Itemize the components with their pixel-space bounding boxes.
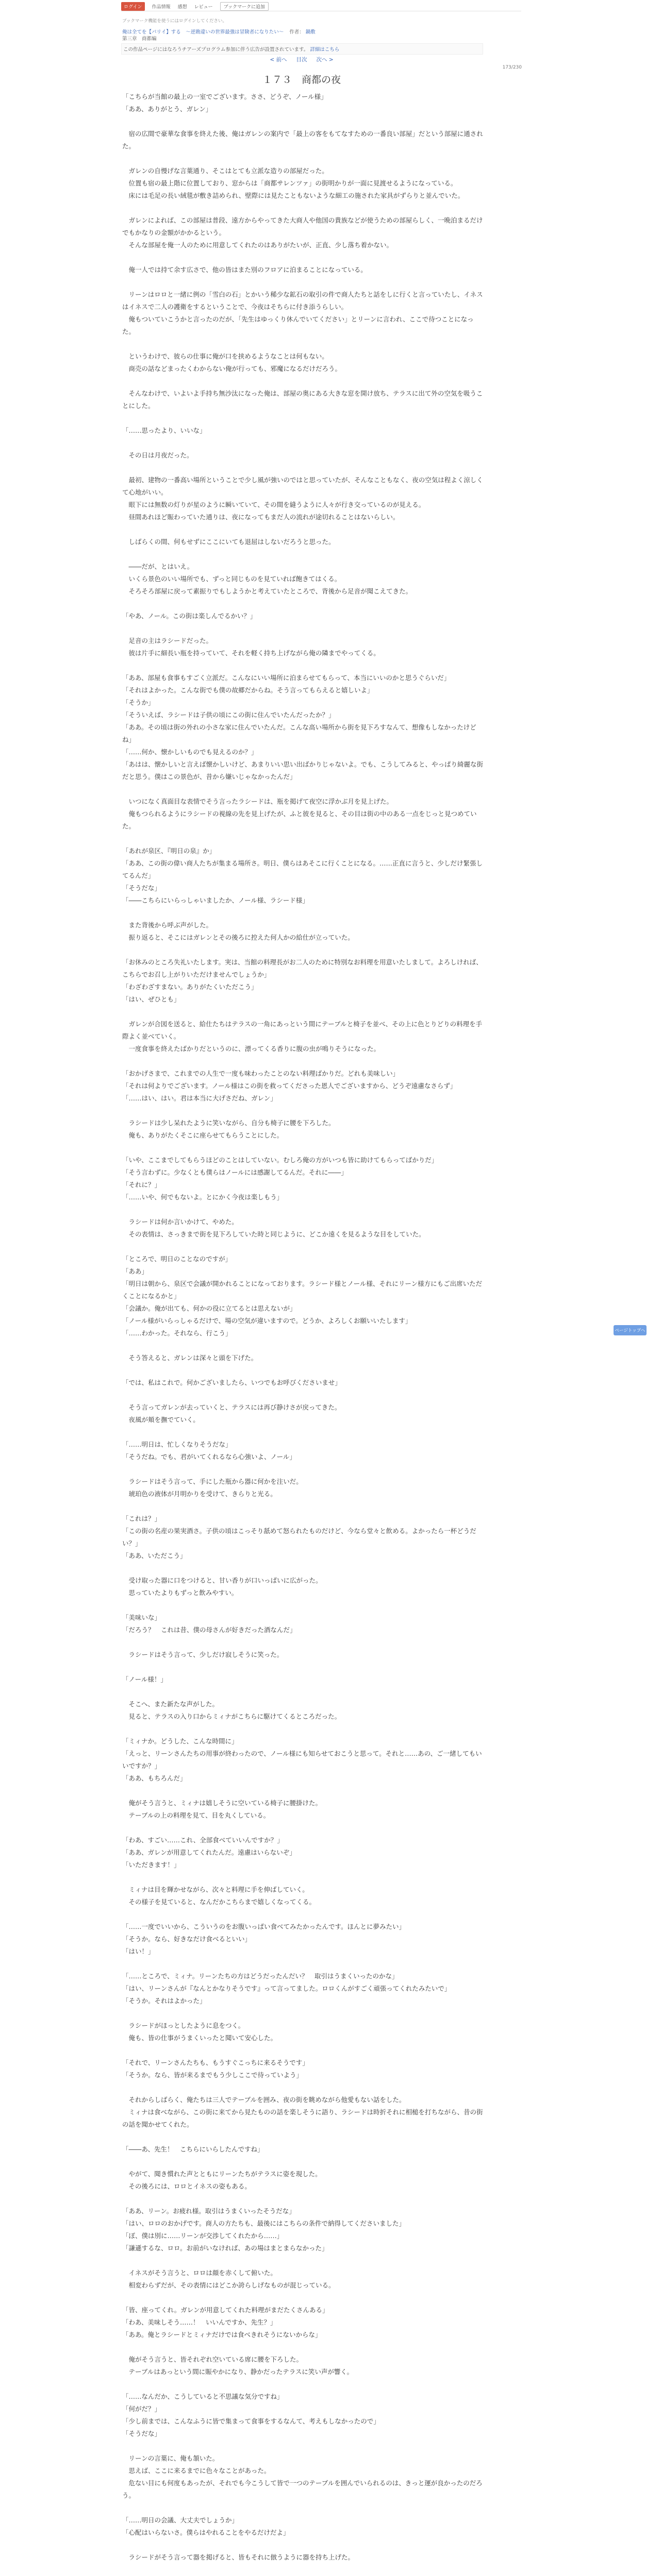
cheers-notice-text: この作品ページにはなろうチアーズプログラム参加に伴う広告が設置されています。 [123,47,309,53]
body-line: 「ああ、リーン。お疲れ様。取引はうまくいったそうだな」 [122,2207,295,2215]
body-line: その様子を見ていると、なんだかこちらまで嬉しくなってくる。 [122,1898,316,1906]
body-line: 「この街の名産の果実酒さ。子供の頃はこっそり舐めて怒られたものだけど、今なら堂々と飲める。よかったら一杯どうだい？」 [122,1527,476,1547]
body-line: ガレンによれば、この部屋は普段、遠方からやってきた大商人や他国の貴族などが使うための部屋らしく、一晩泊まるだけでもかなりの金額がかかるという。 [122,216,483,236]
body-line: 「こちらが当館の最上の一室でございます。ささ、どうぞ、ノール様」 [122,93,327,100]
blank-line [122,1006,483,1018]
body-line: そこへ、また新たな声がした。 [122,1700,219,1708]
blank-line [122,1636,483,1649]
blank-line [122,251,483,264]
body-line: 「わあ、すごい……これ、全部食べていいんですか？」 [122,1836,284,1844]
prev-episode-link[interactable]: < 前へ [270,57,287,63]
blank-line [122,783,483,795]
add-bookmark-button[interactable]: ブックマークに追加 [220,2,269,11]
body-line: そんな部屋を俺一人のために用意してくれたのはありがたいが、正直、少し落ち着かない。 [122,241,393,249]
blank-line [122,1822,483,1834]
body-line: イネスがそう言うと、ロロは顔を赤くして俯いた。 [122,2269,277,2277]
body-line: 振り返ると、そこにはガレンとその後ろに控えた何人かの給仕が立っていた。 [122,934,354,941]
body-line: 一度食事を終えたばかりだというのに、漂ってくる香りに腹の虫が鳴りそうになった。 [122,1045,380,1053]
body-line: ラシードがほっとしたように息をつく。 [122,2022,245,2029]
body-line: その表情は、さっきまで街を見下ろしていた時と同じように、どこか遠くを見るような目をしていた。 [122,1230,425,1238]
blank-line [122,1142,483,1154]
body-line: 「……わかった。それなら、行こう」 [122,1329,232,1337]
blank-line [122,2156,483,2168]
body-line: 「……ところで、ミィナ。リーンたちの方はどうだったんだい？ 取引はうまくいったのかな」 [122,1972,399,1980]
body-line: 「……明日の会議、大丈夫でしょうか」 [122,2516,239,2524]
body-line: 足音の主はラシードだった。 [122,637,213,645]
body-line: 俺一人では持て余す広さで、他の皆はまた別のフロアに泊まることになっている。 [122,266,367,274]
episode-counter: 173/230 [502,65,522,70]
blank-line [122,1500,483,1513]
body-line: 「謙遜するな、ロロ。お前がいなければ、あの場はまとまらなかった」 [122,2244,328,2252]
body-line: 夜風が頬を撫でていく。 [122,1416,200,1423]
body-line: 「そうだな」 [122,2430,161,2437]
blank-line [122,1723,483,1735]
body-line: ラシードがそう言って器を掲げると、皆もそれに倣うように器を持ち上げた。 [122,2553,355,2561]
body-line: 俺も、皆の仕事がうまくいったと聞いて安心した。 [122,2034,277,2042]
body-line: 「やあ、ノール。この街は楽しんでるかい？」 [122,612,257,620]
blank-line [122,548,483,561]
author-link[interactable]: 鍋敷 [305,29,316,35]
blank-line [122,462,483,474]
cheers-program-notice [121,43,483,55]
body-line: 「明日は朝から、泉区で会議が開かれることになっております。ラシード様とノール様、それにリーン様方にもご出席いただくことになるかと」 [122,1280,483,1300]
blank-line [122,2564,483,2576]
body-line: 琥珀色の液体が月明かりを受けて、きらりと光る。 [122,1490,277,1498]
body-line: 俺もついていこうかと言ったのだが、「先生はゆっくり休んでいてください」とリーンに言われ、ここで待つことになった。 [122,315,474,335]
blank-line [122,833,483,845]
nav-novel-info[interactable]: 作品情報 [152,4,171,10]
body-line: 「――あ、先生！ こちらにいらしたんですね」 [122,2145,264,2153]
novel-title-link[interactable]: 俺は全てを【パリイ】する ～逆勘違いの世界最強は冒険者になりたい～ [122,29,284,35]
body-line: 「ああ、部屋も食事もすごく立派だ。こんなにいい場所に泊まらせてもらって、本当にいいのかと思うぐらいだ」 [122,674,451,682]
blank-line [122,659,483,672]
body-line: 「皆、座ってくれ。ガレンが用意してくれた料理がまだたくさんある」 [122,2306,329,2314]
cheers-details-link[interactable]: 詳細はこちら [310,47,340,53]
body-line: 「ああ、ありがとう、ガレン」 [122,105,212,113]
body-line: そんなわけで、いよいよ手持ち無沙汰になった俺は、部屋の奥にある大きな窓を開け放ち、テラスに出て外の空気を吸うことにした。 [122,389,483,410]
body-line: ラシードは少し呆れたように笑いながら、自分も椅子に腰を下ろした。 [122,1119,335,1127]
body-line: 「ああ、ガレンが用意してくれたんだ。遠慮はいらないぞ」 [122,1849,296,1856]
body-line: 「……明日は、忙しくなりそうだな」 [122,1440,232,1448]
body-line: テーブルはあっという間に賑やかになり、静かだったテラスに笑い声が響く。 [122,2368,354,2376]
blank-line [122,2081,483,2094]
body-line: 「そうだな」 [122,884,161,892]
blank-line [122,2255,483,2267]
body-line: 「ああ。その頃は街の外れの小さな家に住んでいたんだ。こんな高い場所から街を見下ろすなんて、想像もしなかったけどね」 [122,723,476,743]
blank-line [122,437,483,449]
blank-line [122,2440,483,2452]
body-line: そろそろ部屋に戻って素振りでもしようかと考えていたところで、背後から足音が聞こえてきた。 [122,587,412,595]
table-of-contents-link[interactable]: 目次 [296,57,307,63]
body-line: 「……はい、はい。君は本当に大げさだね、ガレン」 [122,1094,277,1102]
blank-line [122,202,483,214]
body-line: ラシードはそう言って、少しだけ寂しそうに笑った。 [122,1651,284,1658]
episode-body [122,91,483,2576]
body-line: 「……思ったより、いいな」 [122,427,206,434]
body-line: 危ない目にも何度もあったが、それでも今こうして皆で一つのテーブルを囲んでいられるのは、きっと運が良かったのだろう。 [122,2479,483,2499]
body-line: 「あれが泉区、『明日の泉』か」 [122,847,216,855]
body-line: 「それはよかった。こんな街でも僕の故郷だからね。そう言ってもらえると嬉しいよ」 [122,686,374,694]
blank-line [122,2007,483,2020]
blank-line [122,1908,483,1921]
body-line: 受け取った器に口をつけると、甘い香りが口いっぱいに広がった。 [122,1577,322,1584]
blank-line [122,598,483,610]
blank-line [122,944,483,956]
blank-line [122,1204,483,1216]
blank-line [122,1389,483,1401]
next-episode-link[interactable]: 次へ > [316,57,334,63]
body-line: 「ああ」 [122,1267,148,1275]
body-line: 「わざわざすまない。ありがたくいただこう」 [122,983,258,991]
body-line: しばらくの間、何もせずにここにいても退屈はしないだろうと思った。 [122,538,335,546]
body-line: 相変わらずだが、その表情にはどこか誇らしげなものが混じっている。 [122,2281,335,2289]
page-top-button[interactable]: ページトップへ [614,1325,647,1335]
body-line: 「はい！」 [122,1947,155,1955]
body-line: 「……一度でいいから、こういうのをお腹いっぱい食べてみたかったんです。ほんとに夢みたい」 [122,1923,406,1930]
body-line: 「だろう？ これは昔、僕の母さんが好きだった酒なんだ」 [122,1626,296,1634]
blank-line [122,1340,483,1352]
body-line: 「……いや、何でもないよ。とにかく今夜は楽しもう」 [122,1193,284,1201]
body-line: 「ノール様がいらっしゃるだけで、場の空気が違いますので。どうか、よろしくお願いいたします」 [122,1317,412,1325]
body-line: やがて、聞き慣れた声とともにリーンたちがテラスに姿を現した。 [122,2170,322,2178]
body-line: 「あはは、懐かしいと言えば懐かしいけど、あまりいい思い出ばかりじゃないよ。でも、こうしてみると、やっぱり綺麗な街だと思う。僕はこの景色が、昔から嫌いじゃなかったんだ」 [122,760,484,781]
body-line: リーンの言葉に、俺も頷いた。 [122,2454,219,2462]
body-line: その後ろには、ロロとイネスの姿もある。 [122,2182,251,2190]
body-line: 「――こちらにいらっしゃいましたか、ノール様、ラシード様」 [122,896,309,904]
body-line: 「そうだね。でも、君がいてくれるなら心強いよ、ノール」 [122,1453,296,1461]
body-line: また背後から呼ぶ声がした。 [122,921,213,929]
body-line: 「会議か。俺が出ても、何かの役に立てるとは思えないが」 [122,1304,296,1312]
blank-line [122,2193,483,2205]
body-line: 「そうか。なら、好きなだけ食べるといい」 [122,1935,252,1943]
body-line: 俺がそう言うと、ミィナは嬉しそうに空いている椅子に腰掛けた。 [122,1799,322,1807]
body-line: 俺もつられるようにラシードの視線の先を見上げたが、ふと彼を見ると、その目は街の中のある一点をじっと見つめていた。 [122,810,477,830]
blank-line [122,1686,483,1698]
body-line: 「それは何よりでございます。ノール様はこの街を救ってくださった恩人でございますから、どうぞ遠慮なさらず」 [122,1082,457,1090]
body-line: 「ああ、いただこう」 [122,1552,187,1560]
blank-line [122,2292,483,2304]
body-line: ガレンが合図を送ると、給仕たちはテラスの一角にあっという間にテーブルと椅子を並べ、その上に色とりどりの料理を手際よく並べていく。 [122,1020,483,1040]
body-line: 宿の広間で豪華な食事を終えた後、俺はガレンの案内で「最上の客をもてなすための一番良い部屋」だという部屋に通された。 [122,130,483,150]
body-line: ミィナは目を輝かせながら、次々と料理に手を伸ばしていく。 [122,1886,309,1893]
body-line: 見ると、テラスの入り口からミィナがこちらに駆けてくるところだった。 [122,1713,341,1720]
blank-line [122,412,483,425]
body-line: 彼は片手に細長い瓶を持っていて、それを軽く持ち上げながら俺の隣までやってくる。 [122,649,380,657]
nav-reviews[interactable]: レビュー [194,4,213,10]
blank-line [122,1105,483,1117]
body-line: 「それで、リーンさんたちも、もうすぐこっちに来るそうです」 [122,2059,309,2066]
body-line: いつになく真面目な表情でそう言ったラシードは、瓶を掲げて夜空に浮かぶ月を見上げた。 [122,798,393,805]
blank-line [122,2044,483,2057]
body-line: ガレンの自慢げな言葉通り、そこはとても立派な造りの部屋だった。 [122,167,328,175]
blank-line [122,1241,483,1253]
novel-title-line [122,28,316,35]
episode-pager [121,56,482,63]
body-line: 俺がそう言うと、皆それぞれ空いている席に腰を下ろした。 [122,2355,303,2363]
blank-line [122,907,483,919]
blank-line [122,1426,483,1438]
body-line: 眼下には無数の灯りが星のように瞬いていて、その間を縫うように人々が行き交っているのが見える。 [122,501,425,509]
body-line: というわけで、彼らの仕事に俺が口を挟めるようなことは何もない。 [122,352,328,360]
body-line: 「ミィナか。どうした、こんな時間に」 [122,1737,238,1745]
body-line: 「いや、ここまでしてもらうほどのことはしていない。むしろ俺の方がいつも皆に助けてもらってばかりだ」 [122,1156,438,1164]
body-line: 「お休みのところ失礼いたします。実は、当館の料理長がお二人のために特別なお料理を用意いたしまして。よろしければ、こちらでお召し上がりいただけませんでしょうか」 [122,958,483,978]
blank-line [122,152,483,165]
blank-line [122,1785,483,1797]
blank-line [122,2131,483,2143]
body-line: 「はい、リーンさんが『なんとかなりそうです』って言ってました。ロロくんがすごく頑張ってくれたみたいで」 [122,1985,451,1992]
body-line: 「おかげさまで、これまでの人生で一度も味わったことのない料理ばかりだ。どれも美味しい」 [122,1070,400,1077]
body-line: 思えば、ここに来るまでに色々なことがあった。 [122,2467,271,2475]
body-line: いくら景色のいい場所でも、ずっと同じものを見ていれば飽きてはくる。 [122,575,341,583]
body-line: 最初、建物の一番高い場所ということで少し風が強いのではと思っていたが、そんなこともなく、夜の空気は程よく涼しくて心地がいい。 [122,476,483,496]
body-line: 俺も、ありがたくそこに座らせてもらうことにした。 [122,1131,284,1139]
nav-impressions[interactable]: 感想 [177,4,187,10]
body-line: 「それに？」 [122,1181,161,1189]
blank-line [122,1871,483,1884]
body-line: それからしばらく、俺たちは三人でテーブルを囲み、夜の街を眺めながら他愛もない話をした。 [122,2096,406,2104]
body-line: 「そういえば、ラシードは子供の頃にこの街に住んでいたんだったか？」 [122,711,335,719]
body-line: 「少し前までは、こんなふうに皆で集まって食事をするなんて、考えもしなかったので」 [122,2417,380,2425]
body-line: テーブルの上の料理を見て、目を丸くしている。 [122,1811,270,1819]
body-line: 「そうか。なら、皆が来るまでもう少しここで待っていよう」 [122,2071,303,2079]
login-button[interactable]: ログイン [121,2,145,11]
episode-title: １７３ 商都の夜 [262,74,341,86]
body-line: ミィナは食べながら、この街に来てから見たものの話を楽しそうに語り、ラシードは時折それに相槌を打ちながら、昔の街の話を聞かせてくれた。 [122,2108,483,2128]
bookmark-login-notice: ブックマーク機能を使うにはログインしてください。 [122,19,227,24]
body-line: 「ノール様！」 [122,1675,167,1683]
body-line: 「何がだ？」 [122,2405,161,2413]
body-line: 「ああ、この街の偉い商人たちが集まる場所さ。明日、僕らはあそこに行くことになる。……正直に言うと、少しだけ緊張してるんだ」 [122,859,483,879]
body-line: 「心配はいらないさ。僕らはやれることをやるだけだよ」 [122,2529,290,2536]
body-line: 「そう言わずに。少なくとも僕らはノールには感謝してるんだ。それに――」 [122,1168,347,1176]
blank-line [122,622,483,635]
body-line: リーンはロロと一緒に例の「雪白の石」とかいう稀少な鉱石の取引の件で商人たちと話をしに行くと言っていたし、イネスはイネスで二人の護衛をするということで、今夜はそちらに付き添うらしい。 [122,291,483,311]
blank-line [122,1055,483,1067]
blank-line [122,375,483,387]
body-line: 「はい、ぜひとも」 [122,995,180,1003]
body-line: その日は月夜だった。 [122,451,193,459]
blank-line [122,276,483,289]
body-line: ラシードはそう言って、手にした瓶から器に何かを注いだ。 [122,1478,303,1485]
blank-line [122,2378,483,2391]
author-label: 作者： [289,29,304,35]
body-line: そう答えると、ガレンは深々と頭を下げた。 [122,1354,258,1362]
body-line: 思っていたよりもずっと飲みやすい。 [122,1589,238,1597]
blank-line [122,1463,483,1476]
body-line: 「ところで、明日のことなのですが」 [122,1255,232,1263]
body-line: 「そうか。それはよかった」 [122,1997,206,2005]
blank-line [122,2539,483,2551]
blank-line [122,2502,483,2514]
chapter-title: 第三章 商都編 [122,36,157,42]
body-line: 「そうか」 [122,699,155,706]
body-line: ――だが、とはいえ。 [122,563,194,570]
body-line: 昼間あれほど賑わっていた通りは、夜になってもまだ人の流れが途切れることはないらしい。 [122,513,400,521]
body-line: 「……なんだか、こうしていると不思議な気分ですね」 [122,2393,284,2400]
body-line: 「いただきます！」 [122,1861,180,1869]
blank-line [122,115,483,128]
body-line: 「……何か、懐かしいものでも見えるのか？」 [122,748,258,756]
blank-line [122,2341,483,2353]
blank-line [122,1958,483,1970]
body-line: 「はい、ロロのおかげです。商人の方たちも、最後にはこちらの条件で納得してくださいました」 [122,2219,406,2227]
body-line: 「では、私はこれで。何かございましたら、いつでもお呼びくださいませ」 [122,1379,341,1386]
blank-line [122,1661,483,1673]
blank-line [122,1599,483,1612]
body-line: 「これは？」 [122,1515,161,1522]
body-line: 「ああ、もちろんだ」 [122,1774,187,1782]
body-line: 「美味いな」 [122,1614,161,1621]
body-line: 位置も宿の最上階に位置しており、窓からは「商都サレンツァ」の街明かりが一面に見渡せるようになっている。 [122,179,457,187]
body-line: 商売の話などまったくわからない俺が行っても、邪魔になるだけだろう。 [122,365,342,372]
body-line: 「えっと、リーンさんたちの用事が終わったので、ノール様にも知らせておこうと思って。それと……あの、ご一緒してもいいですか？」 [122,1750,482,1770]
body-line: 「ぼ、僕は別に……リーンが交渉してくれたから……」 [122,2232,284,2240]
blank-line [122,523,483,536]
top-nav [121,2,521,11]
body-line: 「ああ。俺とラシードとミィナだけでは食べきれそうにないからな」 [122,2331,322,2338]
body-line: 「わあ、美味しそう……！ いいんですか、先生？」 [122,2318,277,2326]
blank-line [122,1562,483,1574]
blank-line [122,338,483,350]
body-line: 床には毛足の長い絨毯が敷き詰められ、壁際には見たこともないような細工の施された家具がずらりと並んでいた。 [122,192,465,199]
blank-line [122,1364,483,1377]
body-line: そう言ってガレンが去っていくと、テラスには再び静けさが戻ってきた。 [122,1403,341,1411]
body-line: ラシードは何か言いかけて、やめた。 [122,1218,238,1226]
